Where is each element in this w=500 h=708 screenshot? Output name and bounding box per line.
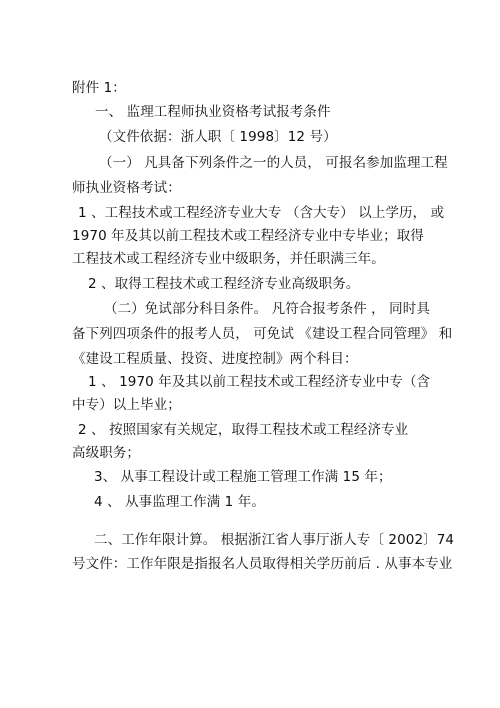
paragraph-line: 1 、工程技术或工程经济专业大专 （含大专） 以上学历， 或 — [78, 205, 445, 221]
paragraph-line: 《建设工程质量、投资、进度控制》两个科目： — [72, 351, 358, 367]
paragraph-line: 高级职务； — [72, 445, 140, 461]
section-heading: 一、 监理工程师执业资格考试报考条件 — [95, 104, 331, 120]
paragraph-line: 2 、取得工程技术或工程经济专业高级职务。 — [88, 276, 360, 292]
paragraph-line: 师执业资格考试： — [72, 180, 181, 196]
paragraph-line: 号文件：工作年限是指报名人员取得相关学历前后 . 从事本专业 — [72, 556, 453, 572]
paragraph-line: （一） 凡具备下列条件之一的人员， 可报名参加监理工程 — [99, 155, 448, 171]
paragraph-line: 中专）以上毕业； — [72, 397, 181, 413]
paragraph-line: 1970 年及其以前工程技术或工程经济专业中专毕业；取得 — [72, 228, 424, 244]
paragraph-line: 4 、 从事监理工作满 1 年。 — [94, 494, 265, 510]
paragraph-line: （二）免试部分科目条件。 凡符合报考条件 ， 同时具 — [104, 301, 430, 317]
paragraph-line: 3、 从事工程设计或工程施工管理工作满 15 年； — [94, 469, 392, 485]
paragraph-line: 1 、 1970 年及其以前工程技术或工程经济专业中专（含 — [88, 374, 431, 390]
section-heading: 二、工作年限计算。 根据浙江省人事厅浙人专〔 2002〕74 — [94, 532, 455, 548]
paragraph-line: 备下列四项条件的报考人员， 可免试 《建设工程合同管理》 和 — [72, 326, 453, 342]
attachment-label: 附件 1： — [72, 80, 126, 96]
document-basis: （文件依据：浙人职〔 1998〕12 号） — [99, 129, 337, 145]
paragraph-line: 工程技术或工程经济专业中级职务，并任职满三年。 — [72, 251, 385, 267]
paragraph-line: 2 、 按照国家有关规定，取得工程技术或工程经济专业 — [78, 422, 409, 438]
